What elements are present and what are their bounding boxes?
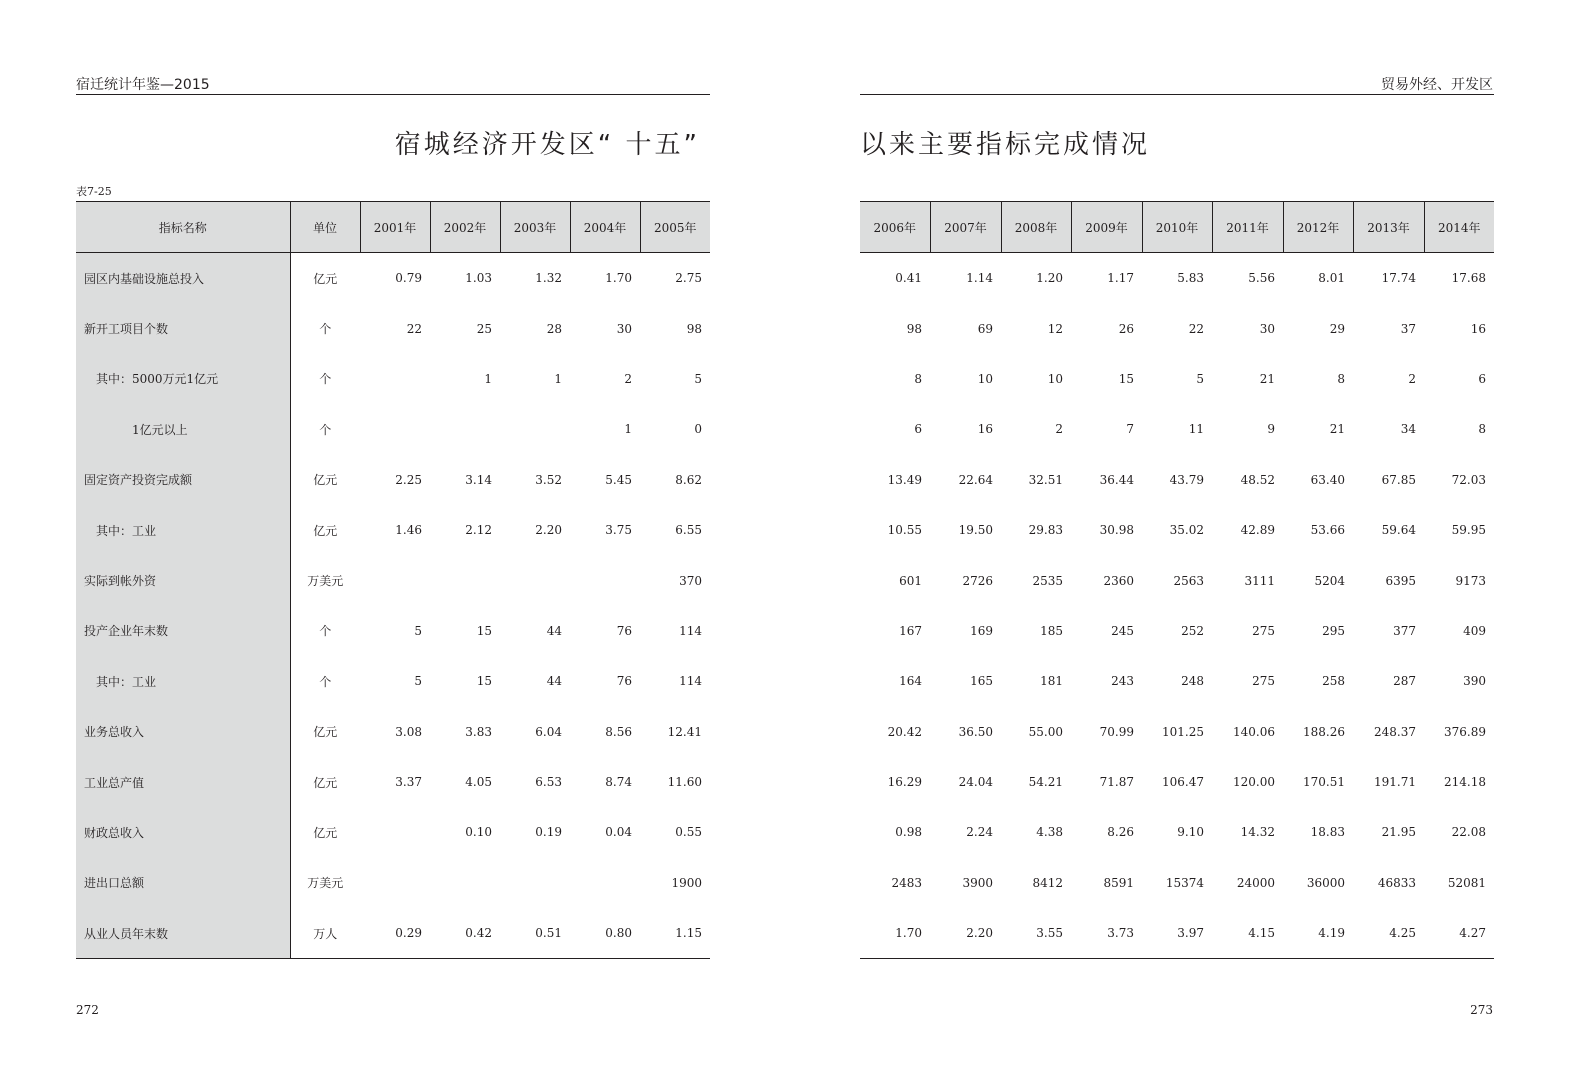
value-cell: 409 [1463, 623, 1486, 638]
value-cell: 76 [616, 623, 632, 638]
value-cell: 0.29 [395, 926, 422, 941]
column-header: 2006年 [860, 202, 930, 253]
value-cell: 44 [546, 674, 562, 689]
value-cell: 1.17 [1107, 271, 1134, 286]
value-cell: 15 [476, 674, 492, 689]
value-cell: 36.44 [1099, 472, 1134, 487]
value-cell: 390 [1463, 674, 1486, 689]
value-cell: 8.26 [1107, 825, 1134, 840]
value-cell: 3.08 [395, 724, 422, 739]
unit-cell: 万人 [313, 926, 338, 941]
indicator-name: 1亿元以上 [76, 404, 290, 454]
unit-cell: 个 [319, 322, 332, 337]
column-header: 2008年 [1001, 202, 1071, 253]
column-header: 2001年 [360, 202, 430, 253]
value-cell: 34 [1400, 422, 1416, 437]
value-cell: 0 [694, 422, 702, 437]
value-cell: 10 [977, 371, 993, 386]
value-cell: 101.25 [1162, 724, 1204, 739]
value-cell: 4.19 [1318, 926, 1345, 941]
table-row [860, 505, 1494, 555]
value-cell: 67.85 [1381, 472, 1416, 487]
value-cell [570, 858, 640, 908]
table-header-row [76, 202, 710, 253]
value-cell: 6395 [1385, 573, 1416, 588]
value-cell: 601 [899, 573, 922, 588]
unit-cell: 亿元 [313, 825, 338, 840]
value-cell: 16 [1470, 321, 1486, 336]
table-tag: 表7-25 [76, 185, 112, 198]
value-cell: 72.03 [1451, 472, 1486, 487]
value-cell: 377 [1393, 623, 1416, 638]
column-header: 2005年 [640, 202, 710, 253]
table-row [860, 908, 1494, 959]
value-cell: 0.42 [465, 926, 492, 941]
value-cell: 15 [476, 623, 492, 638]
value-cell: 3900 [962, 875, 993, 890]
unit-cell: 亿元 [313, 271, 338, 286]
value-cell: 15 [1118, 371, 1134, 386]
value-cell: 5.83 [1177, 271, 1204, 286]
column-header: 指标名称 [76, 202, 290, 253]
indicator-name: 其中：工业 [76, 505, 290, 555]
value-cell: 1.70 [895, 926, 922, 941]
value-cell: 275 [1252, 674, 1275, 689]
unit-cell: 万美元 [307, 574, 344, 589]
value-cell: 6 [914, 422, 922, 437]
column-header: 单位 [290, 202, 360, 253]
value-cell: 14.32 [1240, 825, 1275, 840]
value-cell: 5.45 [605, 472, 632, 487]
value-cell: 2535 [1032, 573, 1063, 588]
value-cell: 35.02 [1169, 523, 1204, 538]
unit-cell: 万美元 [307, 876, 344, 891]
running-header-right: 贸易外经、开发区 [1381, 77, 1493, 93]
value-cell: 46833 [1377, 875, 1416, 890]
table-row [860, 656, 1494, 706]
value-cell: 36000 [1306, 875, 1345, 890]
value-cell: 2.20 [966, 926, 993, 941]
value-cell: 140.06 [1233, 724, 1275, 739]
value-cell: 1.46 [395, 523, 422, 538]
value-cell: 30 [616, 321, 632, 336]
value-cell: 54.21 [1028, 775, 1063, 790]
value-cell [360, 404, 430, 454]
value-cell: 164 [899, 674, 922, 689]
value-cell: 3.37 [395, 775, 422, 790]
value-cell [570, 555, 640, 605]
indicator-name: 工业总产值 [76, 757, 290, 807]
value-cell: 10 [1047, 371, 1063, 386]
value-cell: 2.20 [535, 523, 562, 538]
value-cell: 0.19 [535, 825, 562, 840]
indicator-name: 财政总收入 [76, 807, 290, 857]
value-cell: 30.98 [1099, 523, 1134, 538]
page-title-left: 宿城经济开发区“ 十五” [394, 130, 700, 160]
table-row [76, 303, 710, 353]
value-cell: 11 [1188, 422, 1204, 437]
value-cell: 2360 [1103, 573, 1134, 588]
value-cell: 2 [1055, 422, 1063, 437]
value-cell: 69 [977, 321, 993, 336]
value-cell: 1.15 [675, 926, 702, 941]
value-cell: 2.24 [966, 825, 993, 840]
value-cell: 24.04 [958, 775, 993, 790]
value-cell: 181 [1040, 674, 1063, 689]
value-cell: 3.83 [465, 724, 492, 739]
indicator-table-right [860, 201, 1494, 959]
value-cell: 9.10 [1177, 825, 1204, 840]
value-cell: 59.95 [1451, 523, 1486, 538]
indicator-name: 新开工项目个数 [76, 303, 290, 353]
table-row [76, 354, 710, 404]
value-cell: 376.89 [1444, 724, 1486, 739]
value-cell: 1.20 [1036, 271, 1063, 286]
value-cell: 12 [1047, 321, 1063, 336]
value-cell: 29.83 [1028, 523, 1063, 538]
header-rule-right [860, 94, 1494, 95]
page-title-right: 以来主要指标完成情况 [860, 130, 1151, 160]
value-cell: 106.47 [1162, 775, 1204, 790]
column-header: 2012年 [1283, 202, 1353, 253]
value-cell: 214.18 [1444, 775, 1486, 790]
value-cell: 8 [1478, 422, 1486, 437]
table-row [860, 303, 1494, 353]
value-cell: 5.56 [1248, 271, 1275, 286]
unit-cell: 亿元 [313, 775, 338, 790]
value-cell: 120.00 [1233, 775, 1275, 790]
value-cell: 4.05 [465, 775, 492, 790]
unit-cell: 亿元 [313, 523, 338, 538]
value-cell: 32.51 [1028, 472, 1063, 487]
value-cell [430, 404, 500, 454]
running-header-left: 宿迁统计年鉴—2015 [76, 77, 210, 93]
value-cell [360, 354, 430, 404]
table-row [76, 656, 710, 706]
table-row [76, 505, 710, 555]
value-cell: 8 [1337, 371, 1345, 386]
value-cell: 191.71 [1374, 775, 1416, 790]
indicator-name: 进出口总额 [76, 858, 290, 908]
indicator-name: 园区内基础设施总投入 [76, 253, 290, 304]
table-row [76, 606, 710, 656]
value-cell: 1.03 [465, 271, 492, 286]
value-cell: 114 [679, 674, 702, 689]
value-cell: 169 [970, 623, 993, 638]
value-cell: 8412 [1032, 875, 1063, 890]
table-row [76, 404, 710, 454]
value-cell: 22.64 [958, 472, 993, 487]
value-cell [500, 404, 570, 454]
value-cell: 1 [554, 371, 562, 386]
value-cell: 188.26 [1303, 724, 1345, 739]
value-cell: 248.37 [1374, 724, 1416, 739]
indicator-name: 其中：5000万元1亿元 [76, 354, 290, 404]
value-cell: 2483 [891, 875, 922, 890]
value-cell: 114 [679, 623, 702, 638]
value-cell: 7 [1126, 422, 1134, 437]
value-cell: 48.52 [1240, 472, 1275, 487]
value-cell: 15374 [1165, 875, 1204, 890]
value-cell: 6.55 [675, 523, 702, 538]
value-cell: 36.50 [958, 724, 993, 739]
value-cell [430, 555, 500, 605]
value-cell: 3.55 [1036, 926, 1063, 941]
value-cell: 4.38 [1036, 825, 1063, 840]
value-cell: 3.14 [465, 472, 492, 487]
value-cell: 258 [1322, 674, 1345, 689]
value-cell: 245 [1111, 623, 1134, 638]
column-header: 2009年 [1071, 202, 1142, 253]
value-cell: 4.27 [1459, 926, 1486, 941]
value-cell: 3.75 [605, 523, 632, 538]
value-cell: 370 [679, 573, 702, 588]
table-row [860, 555, 1494, 605]
value-cell: 1 [484, 371, 492, 386]
value-cell: 2563 [1173, 573, 1204, 588]
value-cell: 52081 [1447, 875, 1486, 890]
value-cell: 21 [1259, 371, 1275, 386]
value-cell: 5 [414, 674, 422, 689]
value-cell [360, 858, 430, 908]
table-row [76, 908, 710, 959]
value-cell: 287 [1393, 674, 1416, 689]
value-cell: 8.62 [675, 472, 702, 487]
column-header: 2014年 [1424, 202, 1494, 253]
table-row [76, 455, 710, 505]
table-row [860, 858, 1494, 908]
value-cell: 0.51 [535, 926, 562, 941]
value-cell: 252 [1181, 623, 1204, 638]
value-cell: 9 [1267, 422, 1275, 437]
value-cell: 0.04 [605, 825, 632, 840]
value-cell: 1.14 [966, 271, 993, 286]
value-cell: 295 [1322, 623, 1345, 638]
table-row [76, 757, 710, 807]
value-cell: 243 [1111, 674, 1134, 689]
value-cell: 0.80 [605, 926, 632, 941]
value-cell: 20.42 [887, 724, 922, 739]
value-cell: 70.99 [1099, 724, 1134, 739]
value-cell: 26 [1118, 321, 1134, 336]
value-cell: 5 [694, 371, 702, 386]
value-cell: 275 [1252, 623, 1275, 638]
header-rule-left [76, 94, 710, 95]
value-cell: 2.75 [675, 271, 702, 286]
value-cell: 55.00 [1028, 724, 1063, 739]
value-cell: 9173 [1455, 573, 1486, 588]
value-cell: 16 [977, 422, 993, 437]
value-cell: 12.41 [667, 724, 702, 739]
value-cell: 3.97 [1177, 926, 1204, 941]
column-header: 2003年 [500, 202, 570, 253]
column-header: 2002年 [430, 202, 500, 253]
column-header: 2013年 [1353, 202, 1424, 253]
value-cell: 16.29 [887, 775, 922, 790]
indicator-name: 从业人员年末数 [76, 908, 290, 959]
value-cell: 1.32 [535, 271, 562, 286]
value-cell: 42.89 [1240, 523, 1275, 538]
value-cell: 0.10 [465, 825, 492, 840]
column-header: 2007年 [930, 202, 1001, 253]
value-cell: 17.74 [1381, 271, 1416, 286]
value-cell: 3111 [1244, 573, 1275, 588]
value-cell: 3.73 [1107, 926, 1134, 941]
table-row [76, 253, 710, 304]
indicator-name: 投产企业年末数 [76, 606, 290, 656]
column-header: 2010年 [1142, 202, 1212, 253]
value-cell: 29 [1329, 321, 1345, 336]
value-cell: 71.87 [1099, 775, 1134, 790]
value-cell: 5 [414, 623, 422, 638]
table-row [860, 253, 1494, 304]
value-cell: 8591 [1103, 875, 1134, 890]
value-cell: 98 [906, 321, 922, 336]
table-row [76, 807, 710, 857]
value-cell: 4.15 [1248, 926, 1275, 941]
unit-cell: 亿元 [313, 725, 338, 740]
value-cell: 19.50 [958, 523, 993, 538]
table-row [860, 807, 1494, 857]
table-row [860, 606, 1494, 656]
value-cell: 22 [406, 321, 422, 336]
value-cell: 1900 [671, 875, 702, 890]
table-header-row [860, 202, 1494, 253]
value-cell [500, 555, 570, 605]
unit-cell: 个 [319, 674, 332, 689]
value-cell: 28 [546, 321, 562, 336]
value-cell: 24000 [1236, 875, 1275, 890]
value-cell: 76 [616, 674, 632, 689]
unit-cell: 亿元 [313, 473, 338, 488]
value-cell: 8.01 [1318, 271, 1345, 286]
table-row [76, 707, 710, 757]
value-cell: 6.53 [535, 775, 562, 790]
value-cell: 170.51 [1303, 775, 1345, 790]
value-cell: 8.74 [605, 775, 632, 790]
unit-cell: 个 [319, 422, 332, 437]
value-cell: 167 [899, 623, 922, 638]
indicator-name: 其中：工业 [76, 656, 290, 706]
value-cell: 0.98 [895, 825, 922, 840]
value-cell: 44 [546, 623, 562, 638]
table-row [76, 555, 710, 605]
value-cell: 21.95 [1381, 825, 1416, 840]
value-cell: 22 [1188, 321, 1204, 336]
value-cell: 1 [624, 422, 632, 437]
table-row [860, 354, 1494, 404]
table-row [76, 858, 710, 908]
table-row [860, 707, 1494, 757]
value-cell: 8 [914, 371, 922, 386]
value-cell: 2.12 [465, 523, 492, 538]
page-number-right: 273 [1470, 1003, 1493, 1017]
value-cell: 185 [1040, 623, 1063, 638]
unit-cell: 个 [319, 372, 332, 387]
value-cell: 13.49 [887, 472, 922, 487]
value-cell: 63.40 [1310, 472, 1345, 487]
value-cell: 0.79 [395, 271, 422, 286]
unit-cell: 个 [319, 624, 332, 639]
value-cell: 59.64 [1381, 523, 1416, 538]
table-row [860, 404, 1494, 454]
value-cell: 1.70 [605, 271, 632, 286]
column-header: 2004年 [570, 202, 640, 253]
value-cell: 25 [476, 321, 492, 336]
value-cell: 37 [1400, 321, 1416, 336]
value-cell: 6.04 [535, 724, 562, 739]
page-number-left: 272 [76, 1003, 99, 1017]
value-cell [360, 555, 430, 605]
table-row [860, 455, 1494, 505]
value-cell: 2 [624, 371, 632, 386]
column-header: 2011年 [1212, 202, 1283, 253]
value-cell: 98 [686, 321, 702, 336]
value-cell: 43.79 [1169, 472, 1204, 487]
value-cell [500, 858, 570, 908]
value-cell: 248 [1181, 674, 1204, 689]
indicator-name: 固定资产投资完成额 [76, 455, 290, 505]
value-cell: 6 [1478, 371, 1486, 386]
value-cell [360, 807, 430, 857]
value-cell: 5204 [1314, 573, 1345, 588]
value-cell: 10.55 [887, 523, 922, 538]
value-cell: 18.83 [1310, 825, 1345, 840]
value-cell: 22.08 [1451, 825, 1486, 840]
value-cell: 53.66 [1310, 523, 1345, 538]
table-row [860, 757, 1494, 807]
value-cell: 30 [1259, 321, 1275, 336]
value-cell: 21 [1329, 422, 1345, 437]
value-cell: 17.68 [1451, 271, 1486, 286]
value-cell: 11.60 [667, 775, 702, 790]
value-cell [430, 858, 500, 908]
value-cell: 0.41 [895, 271, 922, 286]
indicator-name: 实际到帐外资 [76, 555, 290, 605]
value-cell: 4.25 [1389, 926, 1416, 941]
value-cell: 2726 [962, 573, 993, 588]
value-cell: 2.25 [395, 472, 422, 487]
indicator-table-left [76, 201, 710, 959]
value-cell: 165 [970, 674, 993, 689]
value-cell: 2 [1408, 371, 1416, 386]
value-cell: 8.56 [605, 724, 632, 739]
indicator-name: 业务总收入 [76, 707, 290, 757]
value-cell: 0.55 [675, 825, 702, 840]
value-cell: 5 [1196, 371, 1204, 386]
value-cell: 3.52 [535, 472, 562, 487]
